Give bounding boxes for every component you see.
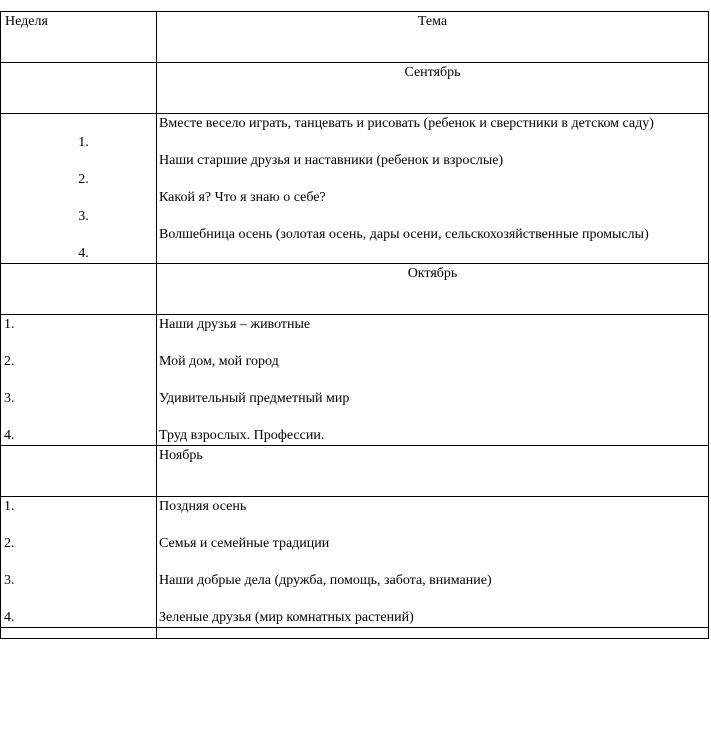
week-topic: Зеленые друзья (мир комнатных растений) bbox=[159, 610, 414, 625]
week-number: 3. bbox=[4, 391, 15, 406]
continuation-cell bbox=[1, 628, 157, 639]
week-topic: Удивительный предметный мир bbox=[159, 391, 350, 406]
topic-list-cell bbox=[157, 315, 709, 446]
month-row-october bbox=[1, 264, 709, 315]
week-number: 3. bbox=[78, 209, 89, 224]
week-topic: Наши старшие друзья и наставники (ребенок и взрослые) bbox=[159, 153, 504, 168]
week-number: 1. bbox=[4, 499, 15, 514]
theme-plan-table bbox=[0, 11, 709, 639]
week-topic: Семья и семейные традиции bbox=[159, 536, 330, 551]
table-continuation-row bbox=[1, 628, 709, 639]
week-number-cell bbox=[1, 315, 157, 446]
month-items-row-november bbox=[1, 497, 709, 628]
header-week-cell: Неделя bbox=[1, 12, 157, 63]
week-topic: Поздняя осень bbox=[159, 499, 247, 514]
month-name-cell: Ноябрь bbox=[157, 446, 709, 497]
week-topic: Наши добрые дела (дружба, помощь, забота, внимание) bbox=[159, 573, 492, 588]
header-topic-cell: Тема bbox=[157, 12, 709, 63]
month-empty-cell bbox=[1, 446, 157, 497]
week-number: 4. bbox=[4, 428, 15, 443]
week-topic: Волшебница осень (золотая осень, дары осени, сельскохозяйственные промыслы) bbox=[159, 227, 649, 242]
week-number: 4. bbox=[78, 246, 89, 261]
month-empty-cell bbox=[1, 63, 157, 114]
week-number: 1. bbox=[78, 135, 89, 150]
month-row-november bbox=[1, 446, 709, 497]
topic-list-cell bbox=[157, 114, 709, 264]
week-number: 4. bbox=[4, 610, 15, 625]
week-number: 2. bbox=[78, 172, 89, 187]
week-number: 2. bbox=[4, 354, 15, 369]
continuation-cell bbox=[157, 628, 709, 639]
month-empty-cell bbox=[1, 264, 157, 315]
week-number: 2. bbox=[4, 536, 15, 551]
week-topic: Какой я? Что я знаю о себе? bbox=[159, 190, 326, 205]
week-topic: Мой дом, мой город bbox=[159, 354, 279, 369]
week-number: 3. bbox=[4, 573, 15, 588]
month-name-cell: Октябрь bbox=[157, 264, 709, 315]
week-number-cell bbox=[1, 114, 157, 264]
month-name-cell: Сентябрь bbox=[157, 63, 709, 114]
week-topic: Наши друзья – животные bbox=[159, 317, 311, 332]
topic-list-cell bbox=[157, 497, 709, 628]
month-items-row-september bbox=[1, 114, 709, 264]
month-row-september bbox=[1, 63, 709, 114]
week-topic: Вместе весело играть, танцевать и рисовать (ребенок и сверстники в детском саду) bbox=[159, 116, 654, 131]
week-number-cell bbox=[1, 497, 157, 628]
table-header-row bbox=[1, 12, 709, 63]
week-number: 1. bbox=[4, 317, 15, 332]
month-items-row-october bbox=[1, 315, 709, 446]
week-topic: Труд взрослых. Профессии. bbox=[159, 428, 325, 443]
